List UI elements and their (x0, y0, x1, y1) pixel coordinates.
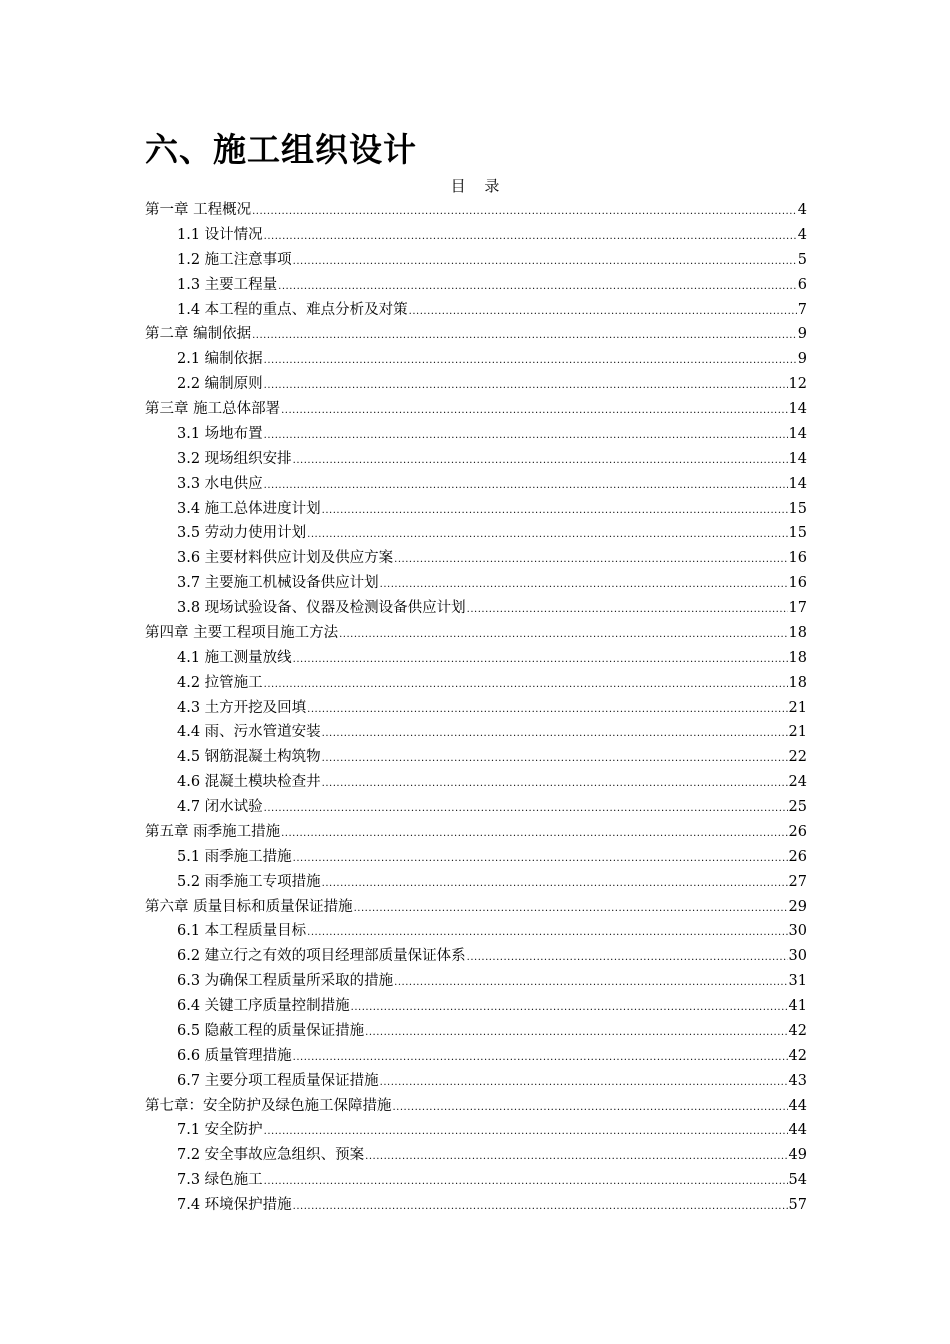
toc-entry-label: 1.2 施工注意事项 (177, 251, 292, 268)
toc-entry-label: 6.2 建立行之有效的项目经理部质量保证体系 (177, 948, 466, 965)
dot-leader (467, 598, 788, 623)
dot-leader (264, 474, 788, 499)
toc-chapter-entry[interactable] (145, 322, 807, 347)
toc-entry-page-number: 26 (788, 848, 807, 865)
toc-entry-label: 第六章 质量目标和质量保证措施 (145, 898, 353, 915)
dot-leader (264, 673, 788, 698)
toc-entry-page-number: 6 (797, 276, 807, 293)
toc-section-entry[interactable] (145, 919, 807, 944)
toc-entry-page-number: 14 (788, 450, 807, 467)
toc-section-entry[interactable] (145, 969, 807, 994)
toc-entry-page-number: 44 (788, 1097, 807, 1114)
toc-entry-page-number: 16 (788, 550, 807, 567)
toc-chapter-entry[interactable] (145, 621, 807, 646)
toc-section-entry[interactable] (145, 845, 807, 870)
toc-entry-page-number: 57 (788, 1197, 807, 1213)
dot-leader (252, 200, 797, 225)
toc-heading: 目 录 (450, 177, 500, 195)
toc-entry-label: 1.1 设计情况 (177, 226, 263, 243)
toc-entry-page-number: 43 (788, 1072, 807, 1089)
dot-leader (322, 772, 788, 797)
dot-leader (409, 300, 797, 325)
dot-leader (293, 648, 788, 673)
dot-leader (380, 573, 788, 598)
toc-section-entry[interactable] (145, 273, 807, 298)
dot-leader (307, 523, 787, 548)
toc-section-entry[interactable] (145, 1118, 807, 1143)
dot-leader (322, 747, 788, 772)
toc-section-entry[interactable] (145, 298, 807, 323)
toc-section-entry[interactable] (145, 472, 807, 497)
toc-entry-label: 第四章 主要工程项目施工方法 (145, 624, 339, 641)
toc-chapter-entry[interactable] (145, 895, 807, 920)
toc-entry-label: 6.1 本工程质量目标 (177, 923, 307, 940)
toc-section-entry[interactable] (145, 745, 807, 770)
toc-entry-label: 第二章 编制依据 (145, 326, 252, 343)
toc-entry-page-number: 24 (788, 774, 807, 791)
toc-entry-label: 4.4 雨、污水管道安装 (177, 724, 321, 741)
dot-leader (264, 797, 788, 822)
toc-entry-label: 7.2 安全事故应急组织、预案 (177, 1147, 365, 1164)
dot-leader (264, 1170, 788, 1195)
toc-section-entry[interactable] (145, 521, 807, 546)
toc-section-entry[interactable] (145, 1193, 807, 1218)
toc-section-entry[interactable] (145, 795, 807, 820)
dot-leader (354, 897, 788, 922)
toc-entry-label: 第五章 雨季施工措施 (145, 823, 281, 840)
toc-entry-label: 3.1 场地布置 (177, 425, 263, 442)
toc-entry-page-number: 30 (788, 948, 807, 965)
dot-leader (264, 225, 797, 250)
toc-section-entry[interactable] (145, 1069, 807, 1094)
toc-entry-page-number: 14 (788, 475, 807, 492)
toc-entry-label: 3.5 劳动力使用计划 (177, 525, 307, 542)
dot-leader (467, 946, 788, 971)
dot-leader (365, 1021, 787, 1046)
toc-entry-page-number: 16 (788, 575, 807, 592)
toc-entry-page-number: 14 (788, 401, 807, 417)
table-of-contents (145, 198, 807, 1218)
dot-leader (394, 548, 787, 573)
toc-entry-label: 6.4 关键工序质量控制措施 (177, 998, 350, 1014)
dot-leader (322, 722, 788, 747)
toc-entry-page-number: 14 (788, 425, 807, 442)
dot-leader (339, 623, 787, 648)
toc-entry-label: 第一章 工程概况 (145, 202, 252, 218)
toc-entry-page-number: 21 (788, 699, 807, 716)
toc-entry-label: 4.5 钢筋混凝土构筑物 (177, 749, 321, 766)
toc-section-entry[interactable] (145, 994, 807, 1019)
toc-entry-label: 6.3 为确保工程质量所采取的措施 (177, 973, 394, 990)
toc-entry-label: 1.3 主要工程量 (177, 276, 278, 293)
toc-entry-page-number: 9 (797, 351, 807, 368)
toc-entry-page-number: 42 (788, 1047, 807, 1064)
toc-entry-label: 6.5 隐蔽工程的质量保证措施 (177, 1022, 365, 1039)
dot-leader (293, 449, 788, 474)
dot-leader (293, 847, 788, 872)
page-title: 六、施工组织设计 (145, 130, 417, 169)
toc-entry-label: 4.1 施工测量放线 (177, 649, 292, 666)
toc-entry-label: 1.4 本工程的重点、难点分析及对策 (177, 301, 408, 318)
toc-entry-page-number: 29 (788, 898, 807, 915)
dot-leader (322, 872, 788, 897)
toc-entry-page-number: 42 (788, 1022, 807, 1039)
toc-entry-page-number: 22 (788, 749, 807, 766)
toc-section-entry[interactable] (145, 422, 807, 447)
dot-leader (393, 1096, 788, 1121)
toc-section-entry[interactable] (145, 447, 807, 472)
toc-section-entry[interactable] (145, 944, 807, 969)
toc-section-entry[interactable] (145, 1143, 807, 1168)
dot-leader (394, 971, 787, 996)
dot-leader (307, 698, 787, 723)
toc-entry-page-number: 44 (788, 1122, 807, 1139)
toc-entry-page-number: 18 (788, 624, 807, 641)
toc-entry-label: 第七章：安全防护及绿色施工保障措施 (145, 1097, 392, 1114)
dot-leader (365, 1145, 787, 1170)
dot-leader (380, 1071, 788, 1096)
toc-section-entry[interactable] (145, 720, 807, 745)
toc-entry-label: 6.7 主要分项工程质量保证措施 (177, 1072, 379, 1089)
toc-entry-label: 第三章 施工总体部署 (145, 401, 281, 417)
toc-entry-page-number: 21 (788, 724, 807, 741)
toc-entry-page-number: 49 (788, 1147, 807, 1164)
toc-entry-label: 4.6 混凝土模块检查井 (177, 774, 321, 791)
dot-leader (264, 1120, 788, 1145)
toc-entry-label: 4.2 拉管施工 (177, 674, 263, 691)
toc-entry-label: 4.7 闭水试验 (177, 799, 263, 815)
toc-section-entry[interactable] (145, 1044, 807, 1069)
toc-section-entry[interactable] (145, 696, 807, 721)
toc-section-entry[interactable] (145, 1019, 807, 1044)
toc-entry-page-number: 17 (788, 600, 807, 616)
toc-entry-label: 2.2 编制原则 (177, 376, 263, 393)
toc-entry-page-number: 5 (797, 251, 807, 268)
toc-chapter-entry[interactable] (145, 397, 807, 422)
toc-entry-page-number: 30 (788, 923, 807, 940)
toc-entry-label: 7.3 绿色施工 (177, 1172, 263, 1189)
toc-chapter-entry[interactable] (145, 820, 807, 845)
toc-entry-label: 5.2 雨季施工专项措施 (177, 873, 321, 890)
dot-leader (293, 1195, 788, 1220)
toc-section-entry[interactable] (145, 497, 807, 522)
toc-entry-page-number: 12 (788, 376, 807, 393)
toc-chapter-entry[interactable] (145, 1094, 807, 1119)
toc-entry-page-number: 7 (797, 301, 807, 318)
toc-entry-label: 3.7 主要施工机械设备供应计划 (177, 575, 379, 592)
toc-entry-label: 3.8 现场试验设备、仪器及检测设备供应计划 (177, 600, 466, 616)
toc-entry-page-number: 18 (788, 649, 807, 666)
toc-section-entry[interactable] (145, 223, 807, 248)
toc-entry-page-number: 4 (797, 202, 807, 218)
toc-entry-page-number: 27 (788, 873, 807, 890)
toc-entry-label: 3.2 现场组织安排 (177, 450, 292, 467)
toc-section-entry[interactable] (145, 870, 807, 895)
toc-entry-page-number: 41 (788, 998, 807, 1014)
toc-entry-page-number: 25 (788, 799, 807, 815)
toc-section-entry[interactable] (145, 248, 807, 273)
toc-entry-page-number: 9 (797, 326, 807, 343)
toc-section-entry[interactable] (145, 347, 807, 372)
toc-entry-label: 3.3 水电供应 (177, 475, 263, 492)
toc-section-entry[interactable] (145, 571, 807, 596)
toc-entry-page-number: 18 (788, 674, 807, 691)
dot-leader (307, 921, 787, 946)
toc-entry-page-number: 4 (797, 226, 807, 243)
toc-entry-label: 2.1 编制依据 (177, 351, 263, 368)
toc-section-entry[interactable] (145, 646, 807, 671)
toc-chapter-entry[interactable] (145, 198, 807, 223)
toc-entry-page-number: 31 (788, 973, 807, 990)
toc-entry-page-number: 15 (788, 525, 807, 542)
toc-section-entry[interactable] (145, 671, 807, 696)
dot-leader (351, 996, 788, 1021)
dot-leader (281, 822, 787, 847)
toc-entry-label: 3.4 施工总体进度计划 (177, 500, 321, 517)
dot-leader (293, 250, 797, 275)
dot-leader (264, 374, 788, 399)
toc-entry-page-number: 26 (788, 823, 807, 840)
dot-leader (252, 324, 797, 349)
toc-entry-label: 4.3 土方开挖及回填 (177, 699, 307, 716)
toc-entry-page-number: 15 (788, 500, 807, 517)
toc-entry-label: 6.6 质量管理措施 (177, 1047, 292, 1064)
toc-section-entry[interactable] (145, 596, 807, 621)
toc-section-entry[interactable] (145, 546, 807, 571)
dot-leader (278, 275, 797, 300)
dot-leader (293, 1046, 788, 1071)
toc-section-entry[interactable] (145, 1168, 807, 1193)
dot-leader (322, 499, 788, 524)
toc-entry-label: 5.1 雨季施工措施 (177, 848, 292, 865)
toc-section-entry[interactable] (145, 372, 807, 397)
toc-entry-page-number: 54 (788, 1172, 807, 1189)
toc-entry-label: 7.1 安全防护 (177, 1122, 263, 1139)
toc-entry-label: 3.6 主要材料供应计划及供应方案 (177, 550, 394, 567)
dot-leader (264, 349, 797, 374)
dot-leader (264, 424, 788, 449)
dot-leader (281, 399, 787, 424)
toc-entry-label: 7.4 环境保护措施 (177, 1197, 292, 1213)
toc-section-entry[interactable] (145, 770, 807, 795)
